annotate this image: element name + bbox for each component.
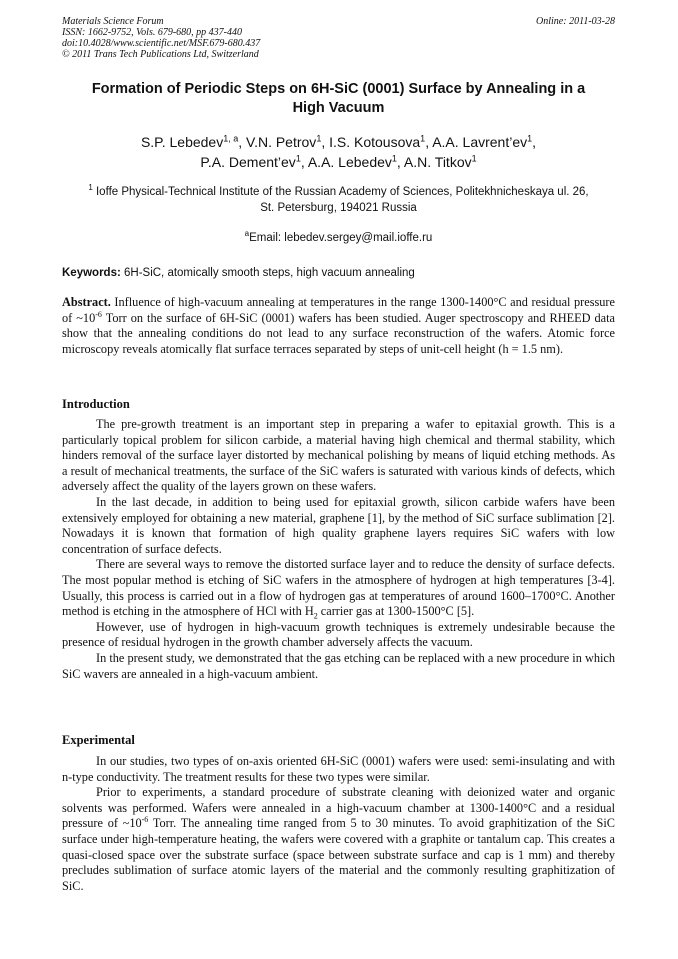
keywords bbox=[62, 266, 615, 280]
author-name: , I.S. Kotousova bbox=[321, 134, 421, 150]
journal-name: Materials Science Forum bbox=[62, 16, 164, 27]
abstract-paragraph bbox=[62, 295, 615, 357]
affiliation-line-2: St. Petersburg, 194021 Russia bbox=[260, 202, 417, 214]
keywords-text: 6H-SiC, atomically smooth steps, high vacuum annealing bbox=[120, 267, 415, 279]
email-line bbox=[62, 231, 615, 245]
author-affil-sup: 1 bbox=[316, 133, 322, 144]
paragraph: However, use of hydrogen in high-vacuum growth techniques is extremely undesirable because the presence of residual hydrogen in the growth chamber adversely affects the vacuum. bbox=[62, 619, 615, 650]
paragraph-text: carrier gas at 1300-1500°C [5]. bbox=[317, 604, 475, 619]
author-list bbox=[62, 132, 615, 172]
abstract bbox=[62, 295, 615, 357]
affiliation-line-1 bbox=[62, 184, 615, 200]
abstract-label: Abstract. bbox=[62, 295, 111, 309]
introduction-heading: Introduction bbox=[62, 397, 130, 411]
affiliation-text: Ioffe Physical-Technical Institute of the Russian Academy of Sciences, Politekhnicheskaya ul. 26, bbox=[92, 186, 589, 198]
author-name: , A.A. Lebedev bbox=[300, 154, 392, 170]
introduction-section bbox=[62, 417, 615, 682]
issn-line: ISSN: 1662-9752, Vols. 679-680, pp 437-440 bbox=[62, 27, 242, 38]
email-text: Email: lebedev.sergey@mail.ioffe.ru bbox=[249, 232, 433, 244]
authors-line-1 bbox=[62, 132, 615, 152]
keywords-label: Keywords: bbox=[62, 267, 121, 279]
experimental-heading: Experimental bbox=[62, 733, 135, 747]
paragraph bbox=[62, 785, 615, 894]
paragraph-text: Torr. The annealing time ranged from 5 to 30 minutes. To avoid graphitization of the SiC surface under high-temperature heating, the wafers were covered with a graphite or tantalum cap. This creates a quasi-closed space over the substrate surface (space between substrate surface and cap is 1 mm) and thereby precludes sublimation of surface atomic layers of the material and the commonly resulting graphitization of SiC. bbox=[62, 816, 615, 893]
author-name: , A.A. Lavrent’ev bbox=[425, 134, 528, 150]
author-affil-sup: 1, a bbox=[223, 133, 239, 144]
affiliation bbox=[62, 184, 615, 216]
author-affil-sup: 1 bbox=[295, 153, 301, 164]
paragraph: In our studies, two types of on-axis oriented 6H-SiC (0001) wafers were used: semi-insulating and with n-type conductivity. The treatment results for these two types were similar. bbox=[62, 754, 615, 784]
author-name: P.A. Dement’ev bbox=[200, 154, 296, 170]
exponent: -6 bbox=[141, 815, 149, 825]
title-line-1: Formation of Periodic Steps on 6H-SiC (0001) Surface by Annealing in a bbox=[91, 81, 586, 97]
author-affil-sup: 1 bbox=[527, 133, 533, 144]
online-date: Online: 2011-03-28 bbox=[536, 16, 615, 27]
running-header bbox=[62, 16, 615, 60]
paragraph-text: There are several ways to remove the distorted surface layer and to reduce the density of surface defects. The most popular method is etching of SiC wafers in the atmosphere of hydrogen at high temperatures [3-4]. Usually, this process is carried out in a flow of hydrogen gas at temperatures of around 1600–1700°C. Another method is etching in the atmosphere of HCl with H bbox=[62, 557, 615, 619]
authors-line-2 bbox=[62, 152, 615, 172]
author-name: S.P. Lebedev bbox=[140, 134, 224, 150]
author-name: , A.N. Titkov bbox=[396, 154, 472, 170]
paragraph: The pre-growth treatment is an important step in preparing a wafer to epitaxial growth. This is a particularly topical problem for silicon carbide, a material having high chemical and thermal stability, which hinders removal of the surface layer distorted by mechanical polishing by means of liquid etching methods. As a result of mechanical treatments, the surface of the SiC wafers is saturated with various kinds of defects, which adversely affect the quality of the layers grown on these wafers. bbox=[62, 417, 615, 494]
paragraph: In the present study, we demonstrated that the gas etching can be replaced with a new procedure in which SiC wavers are annealed in a high-vacuum ambient. bbox=[62, 650, 615, 681]
abstract-exponent: -6 bbox=[95, 309, 102, 319]
paragraph-text: Prior to experiments, a standard procedure of substrate cleaning with deionized water and organic solvents was performed. Wafers were annealed in a high-vacuum chamber at 1300-1400°C and a residual pressure of ~10 bbox=[62, 785, 615, 831]
paragraph bbox=[62, 557, 615, 619]
abstract-text: Torr on the surface of 6H-SiC (0001) wafers has been studied. Auger spectroscopy and RHEED data show that the annealing conditions do not lead to any surface reconstruction of the wafers. Atomic force microscopy reveals atomically flat surface terraces separated by steps of unit-cell height (h = 1.5 nm). bbox=[62, 310, 615, 356]
paragraph: In the last decade, in addition to being used for epitaxial growth, silicon carbide wafers have been extensively employed for obtaining a new material, graphene [1], by the method of SiC surface sublimation [2]. Nowadays it is known that formation of high quality graphene layers requires SiC wafers with low concentration of surface defects. bbox=[62, 494, 615, 556]
doi-line: doi:10.4028/www.scientific.net/MSF.679-680.437 bbox=[62, 38, 261, 49]
author-affil-sup: 1 bbox=[471, 153, 477, 164]
affiliation-sup: 1 bbox=[88, 183, 93, 193]
subscript: 2 bbox=[313, 611, 318, 621]
title-line-2: High Vacuum bbox=[292, 100, 385, 116]
copyright-line: © 2011 Trans Tech Publications Ltd, Switzerland bbox=[62, 49, 259, 60]
paper-title bbox=[62, 80, 615, 118]
experimental-section bbox=[62, 754, 615, 894]
email-sup: a bbox=[244, 229, 250, 239]
author-affil-sup: 1 bbox=[391, 153, 397, 164]
author-affil-sup: 1 bbox=[420, 133, 426, 144]
author-name: , V.N. Petrov bbox=[238, 134, 317, 150]
author-separator: , bbox=[532, 134, 537, 150]
abstract-text: Influence of high-vacuum annealing at temperatures in the range 1300-1400°C and residual pressure of ~10 bbox=[62, 295, 615, 325]
